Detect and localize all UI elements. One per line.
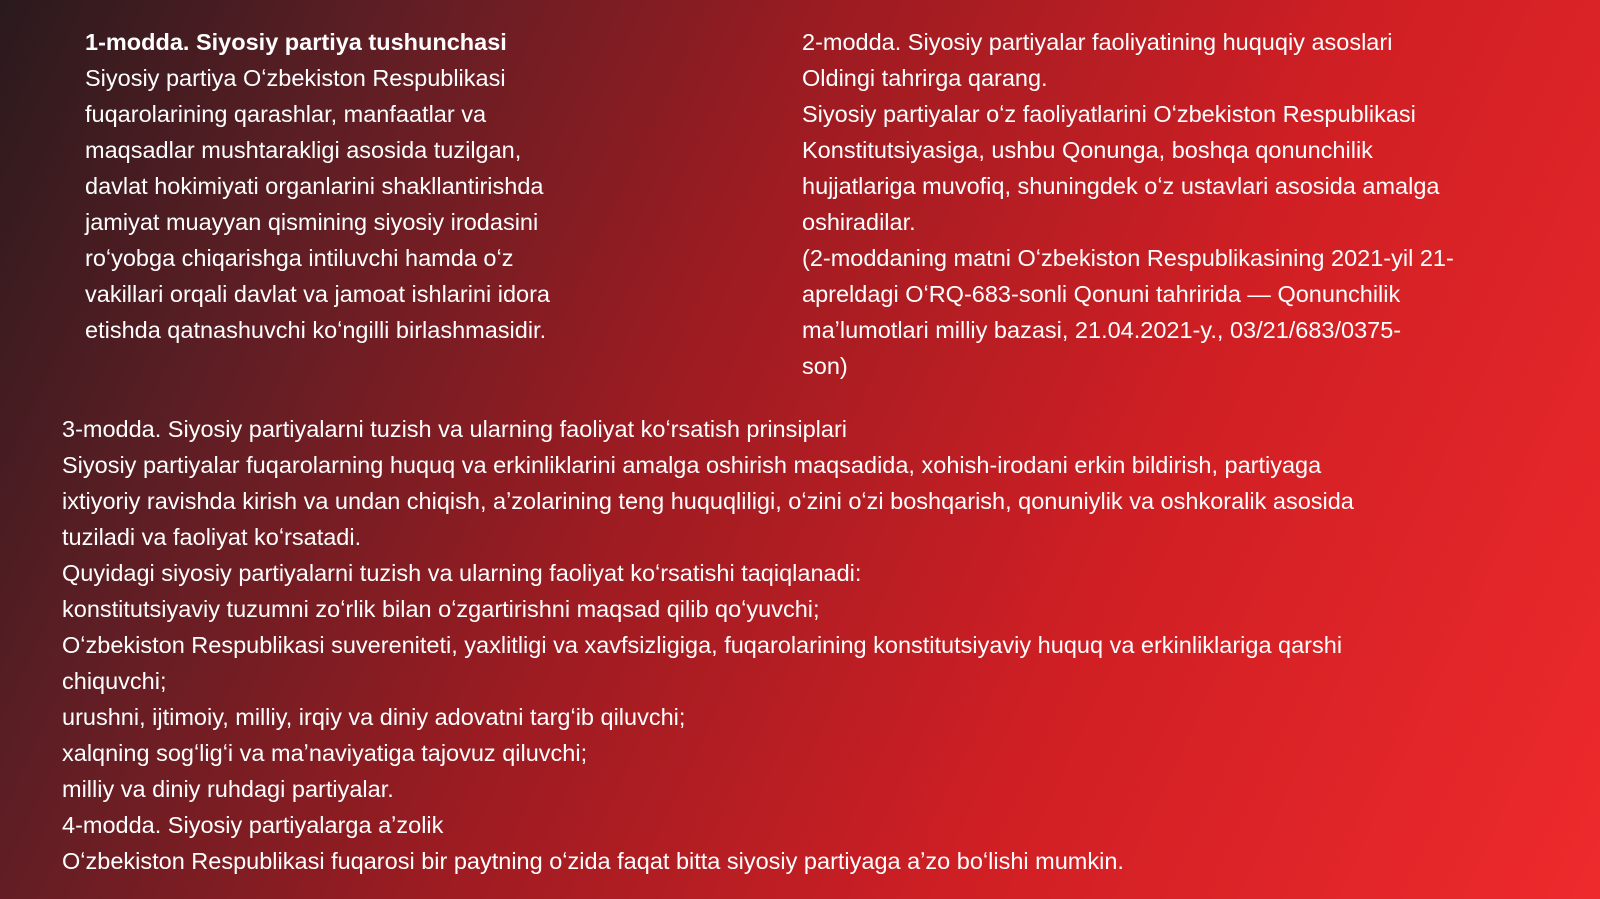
article-2-line: oshiradilar. (802, 209, 916, 235)
article-3-line: Quyidagi siyosiy partiyalarni tuzish va ularning faoliyat koʻrsatishi taqiqlanadi: (62, 560, 862, 586)
article-3-line: Oʻzbekiston Respublikasi suvereniteti, yaxlitligi va xavfsizligiga, fuqarolarining konstitutsiyaviy huquq va erkinliklariga qarshi (62, 632, 1343, 658)
article-4-line: Oʻzbekiston Respublikasi fuqarosi bir paytning oʻzida faqat bitta siyosiy partiyaga aʼzo boʻlishi mumkin. (62, 848, 1124, 874)
article-3-line: konstitutsiyaviy tuzumni zoʻrlik bilan oʻzgartirishni maqsad qilib qoʻyuvchi; (62, 596, 820, 622)
articles-3-4-block (62, 411, 1582, 879)
article-1-block (85, 24, 665, 348)
article-2-line: maʼlumotlari milliy bazasi, 21.04.2021-y., 03/21/683/0375- (802, 317, 1402, 343)
article-1-heading: 1-modda. Siyosiy partiya tushunchasi (85, 29, 507, 55)
article-1-line: fuqarolarining qarashlar, manfaatlar va (85, 101, 487, 127)
article-3-line: Siyosiy partiyalar fuqarolarning huquq va erkinliklarini amalga oshirish maqsadida, xohish-irodani erkin bildirish, partiyaga (62, 452, 1322, 478)
article-3-line: xalqning sogʻligʻi va maʼnaviyatiga tajovuz qiluvchi; (62, 740, 588, 766)
article-2-line: (2-moddaning matni Oʻzbekiston Respublikasining 2021-yil 21- (802, 245, 1454, 271)
article-2-heading: 2-modda. Siyosiy partiyalar faoliyatining huquqiy asoslari (802, 29, 1393, 55)
article-2-line: hujjatlariga muvofiq, shuningdek oʻz ustavlari asosida amalga (802, 173, 1440, 199)
article-3-line: chiquvchi; (62, 668, 167, 694)
previous-edition-link[interactable]: Oldingi tahrirga qarang. (802, 65, 1048, 91)
article-1-line: Siyosiy partiya Oʻzbekiston Respublikasi (85, 65, 506, 91)
article-2-line: apreldagi OʻRQ-683-sonli Qonuni tahririda — Qonunchilik (802, 281, 1401, 307)
article-1-line: vakillari orqali davlat va jamoat ishlarini idora (85, 281, 550, 307)
article-1-line: etishda qatnashuvchi koʻngilli birlashmasidir. (85, 317, 547, 343)
article-3-heading: 3-modda. Siyosiy partiyalarni tuzish va ularning faoliyat koʻrsatish prinsiplari (62, 416, 847, 442)
article-3-line: urushni, ijtimoiy, milliy, irqiy va diniy adovatni targʻib qiluvchi; (62, 704, 686, 730)
article-1-line: maqsadlar mushtarakligi asosida tuzilgan, (85, 137, 522, 163)
article-1-line: davlat hokimiyati organlarini shakllantirishda (85, 173, 544, 199)
article-3-line: tuziladi va faoliyat koʻrsatadi. (62, 524, 362, 550)
article-2-line: son) (802, 353, 848, 379)
article-2-line: Konstitutsiyasiga, ushbu Qonunga, boshqa qonunchilik (802, 137, 1373, 163)
article-1-line: roʻyobga chiqarishga intiluvchi hamda oʻz (85, 245, 514, 271)
article-4-heading: 4-modda. Siyosiy partiyalarga aʼzolik (62, 812, 444, 838)
article-2-line: Siyosiy partiyalar oʻz faoliyatlarini Oʻzbekiston Respublikasi (802, 101, 1416, 127)
article-2-block (802, 24, 1572, 384)
article-1-line: jamiyat muayyan qismining siyosiy irodasini (85, 209, 539, 235)
article-3-line: milliy va diniy ruhdagi partiyalar. (62, 776, 394, 802)
article-3-line: ixtiyoriy ravishda kirish va undan chiqish, aʼzolarining teng huquqliligi, oʻzini oʻzi boshqarish, qonuniylik va oshkoralik asosida (62, 488, 1354, 514)
